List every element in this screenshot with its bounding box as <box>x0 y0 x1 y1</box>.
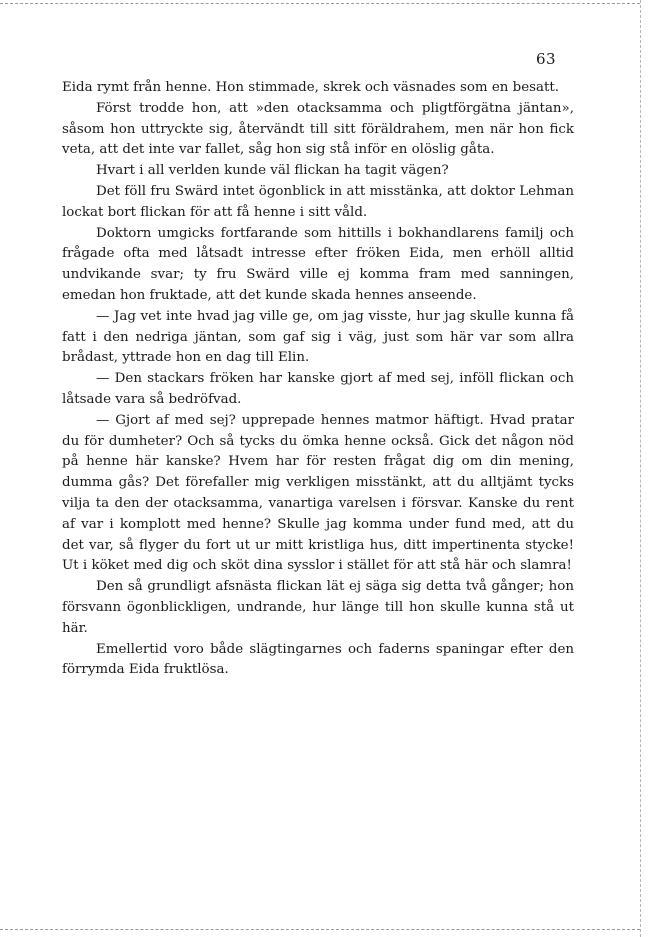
paragraph: Eida rymt från henne. Hon stimmade, skrek och väsnades som en besatt. <box>62 80 560 95</box>
bottom-scan-edge <box>0 929 640 930</box>
paragraph: — Den stackars fröken har kanske gjort af med sej, inföll flickan och låtsade vara så bedröfvad. <box>62 371 574 407</box>
paragraph: — Jag vet inte hvad jag ville ge, om jag visste, hur jag skulle kunna få fatt i den nedriga jäntan, som gaf sig i väg, just som här var som allra brådast, yttrade hon en dag till Elin. <box>62 308 574 366</box>
paragraph: Det föll fru Swärd intet ögonblick in att misstänka, att doktor Lehman lockat bort flickan för att få henne i sitt våld. <box>62 183 574 220</box>
top-scan-edge <box>0 3 640 4</box>
paragraph: Emellertid voro både slägtingarnes och faderns spaningar efter den förrymda Eida fruktlösa. <box>62 641 574 678</box>
paragraph: Doktorn umgicks fortfarande som hittills i bokhandlarens familj och frågade ofta med låtsadt intresse efter fröken Eida, men erhöll alltid undvikande svar; ty fru Swärd ville ej komma fram med sanningen, emedan hon fruktade, att det kunde skada hennes anseende. <box>62 225 574 303</box>
paragraph: Först trodde hon, att »den otacksamma och pligtförgätna jäntan», såsom hon uttryckte sig, återvändt till sitt föräldrahem, men när hon fick veta, att det inte var fallet, såg hon sig stå inför en olöslig gåta. <box>62 100 574 158</box>
paragraph: Den så grundligt afsnästa flickan lät ej säga sig detta två gånger; hon försvann ögonblickligen, undrande, hur länge till hon skulle kunna stå ut här. <box>62 579 574 636</box>
body-text <box>62 78 574 681</box>
right-scan-edge <box>640 0 641 937</box>
page-number: 63 <box>536 50 557 68</box>
paragraph: — Gjort af med sej? upprepade hennes matmor häftigt. Hvad pratar du för dumheter? Och så tycks du ömka henne också. Gick det någon nöd på henne här kanske? Hvem har för resten frågat dig om din mening, dumma gås? Det förefaller mig verkligen misstänkt, att du alltjämt tycks vilja ta den der otacksamma, vanartiga varelsen i försvar. Kanske du rent af var i komplott med henne? Skulle jag komma under fund med, att du det var, så flyger du fort ut ur mitt kristliga hus, ditt impertinenta stycke! Ut i köket med dig och sköt dina sysslor i stället för att stå här och slamra! <box>62 412 574 574</box>
paragraph: Hvart i all verlden kunde väl flickan ha tagit vägen? <box>96 163 449 179</box>
